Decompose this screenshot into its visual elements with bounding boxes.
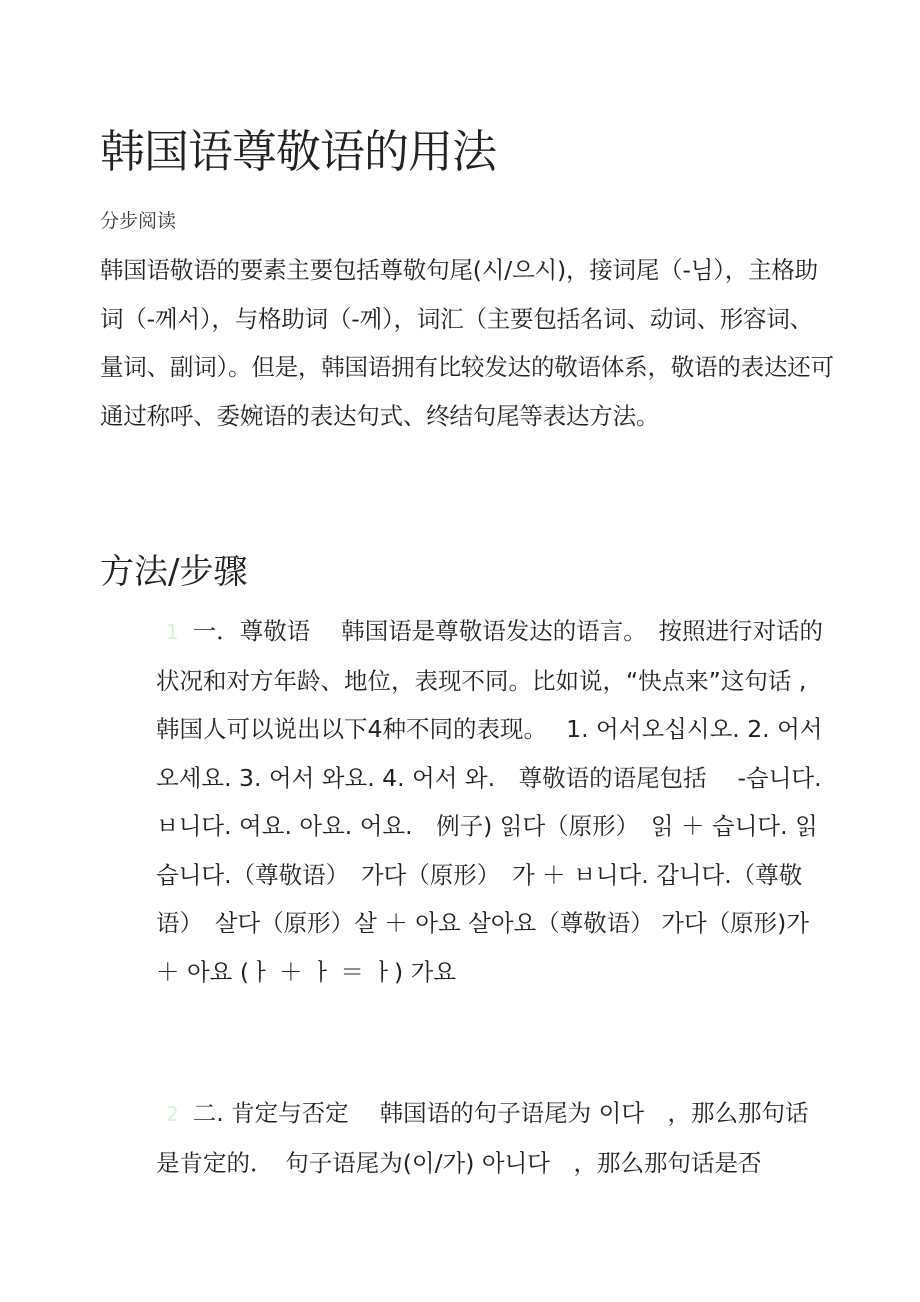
article-intro: 韩国语敬语的要素主要包括尊敬句尾(시/으시)，接词尾（-님），主格助词（-께서），与格助词（-께），词汇（主要包括名词、动词、形容词、量词、副词）。但是，韩国语拥有比较发达的敬语体系，敬语的表达还可通过称呼、委婉语的表达句式、终结句尾等表达方法。 xyxy=(100,256,834,430)
step-number: 1 xyxy=(166,620,179,644)
step-number: 2 xyxy=(166,1102,179,1126)
step-item xyxy=(156,1089,824,1187)
step-reading-link[interactable]: 分步阅读 xyxy=(100,210,177,232)
step-item xyxy=(156,607,824,996)
article-title: 韩国语尊敬语的用法 xyxy=(100,125,497,178)
step-text: 二. 肯定与否定 韩国语的句子语尾为 이다 ，那么那句话是肯定的． 句子语尾为(이/가) 아니다 ，那么那句话是否 xyxy=(156,1099,809,1177)
step-text: 一．尊敬语 韩国语是尊敬语发达的语言。 按照进行对话的状况和对方年龄、地位，表现不同。比如说，“快点来”这句话 ,韩国人可以说出以下4种不同的表现。 1. 어서오십시오. 2. 어서 오세요. 3. 어서 와요. 4. 어서 와. 尊敬语的语尾包括 -습니다. ㅂ니다. 여요. 아요. 어요. 例子) 읽다（原形） 읽 ＋ 습니다. 읽습니다.（尊敬语） 가다（原形） 가 ＋ ㅂ니다. 갑니다.（尊敬语） 살다（原形）살 ＋ 아요 살아요（尊敬语） 가다（原形)가 ＋ 아요 (ㅏ ＋ ㅏ ＝ ㅏ) 가요 xyxy=(156,617,823,986)
section-title: 方法/步骤 xyxy=(100,552,248,592)
